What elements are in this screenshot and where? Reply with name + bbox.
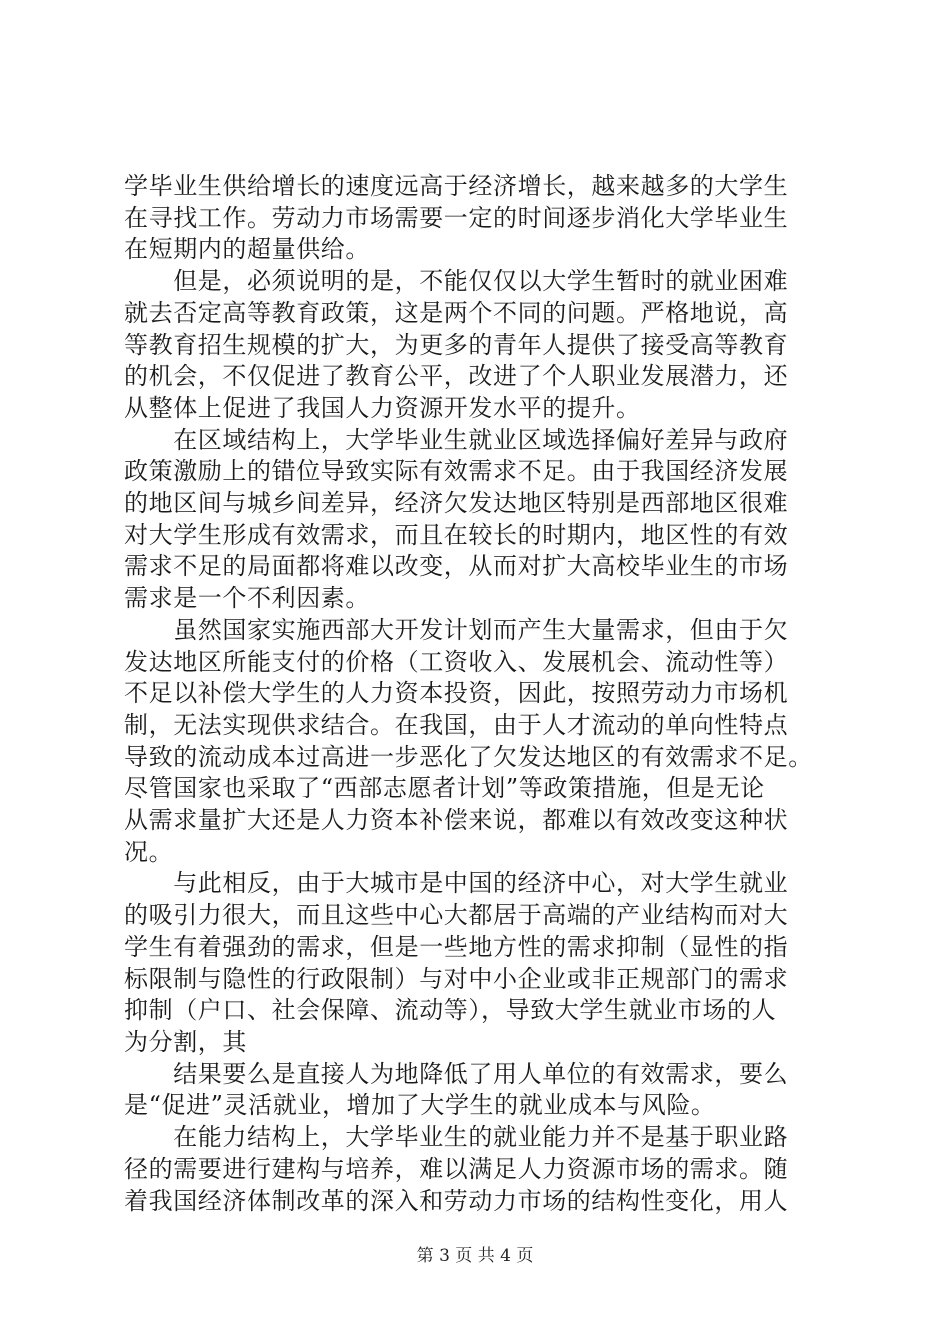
paragraph: 在区域结构上，大学毕业生就业区域选择偏好差异与政府 政策激励上的错位导致实际有效需求不足。由于我国经济发展 的地区间与城乡间差异，经济欠发达地区特别是西部地区很难 对大学生形成有效需求，而且在较长的时期内，地区性的有效 需求不足的局面都将难以改变，从而对扩大高校毕业生的市场 需求是一个不利因素。 bbox=[124, 425, 789, 613]
body-text bbox=[124, 171, 844, 1217]
page-number: 第 3 页 共 4 页 bbox=[416, 1246, 534, 1266]
paragraph: 在能力结构上，大学毕业生的就业能力并不是基于职业路 径的需要进行建构与培养，难以满足人力资源市场的需求。随 着我国经济体制改革的深入和劳动力市场的结构性变化，用人 bbox=[124, 1123, 789, 1215]
paragraph: 学毕业生供给增长的速度远高于经济增长，越来越多的大学生 在寻找工作。劳动力市场需要一定的时间逐步消化大学毕业生 在短期内的超量供给。 bbox=[124, 172, 789, 264]
page-footer bbox=[0, 1241, 950, 1266]
paragraph: 与此相反，由于大城市是中国的经济中心，对大学生就业 的吸引力很大，而且这些中心大都居于高端的产业结构而对大 学生有着强劲的需求，但是一些地方性的需求抑制（显性的指 标限制与隐性的行政限制）与对中小企业或非正规部门的需求 抑制（户口、社会保障、流动等），导致大学生就业市场的人 为分割，其 bbox=[124, 869, 789, 1056]
paragraph: 虽然国家实施西部大开发计划而产生大量需求，但由于欠 发达地区所能支付的价格（工资收入、发展机会、流动性等） 不足以补偿大学生的人力资本投资，因此，按照劳动力市场机 制，无法实现供求结合。在我国，由于人才流动的单向性特点 导致的流动成本过高进一步恶化了欠发达地区的有效需求不足。 尽管国家也采取了“西部志愿者计划”等政策措施，但是无论 从需求量扩大还是人力资本补偿来说，都难以有效改变这种状 况。 bbox=[124, 615, 813, 866]
paragraph: 但是，必须说明的是，不能仅仅以大学生暂时的就业困难 就去否定高等教育政策，这是两个不同的问题。严格地说，高 等教育招生规模的扩大，为更多的青年人提供了接受高等教育 的机会，不仅促进了教育公平，改进了个人职业发展潜力，还 从整体上促进了我国人力资源开发水平的提升。 bbox=[124, 267, 789, 422]
paragraph: 结果要么是直接人为地降低了用人单位的有效需求，要么 是“促进”灵活就业，增加了大学生的就业成本与风险。 bbox=[124, 1059, 789, 1120]
